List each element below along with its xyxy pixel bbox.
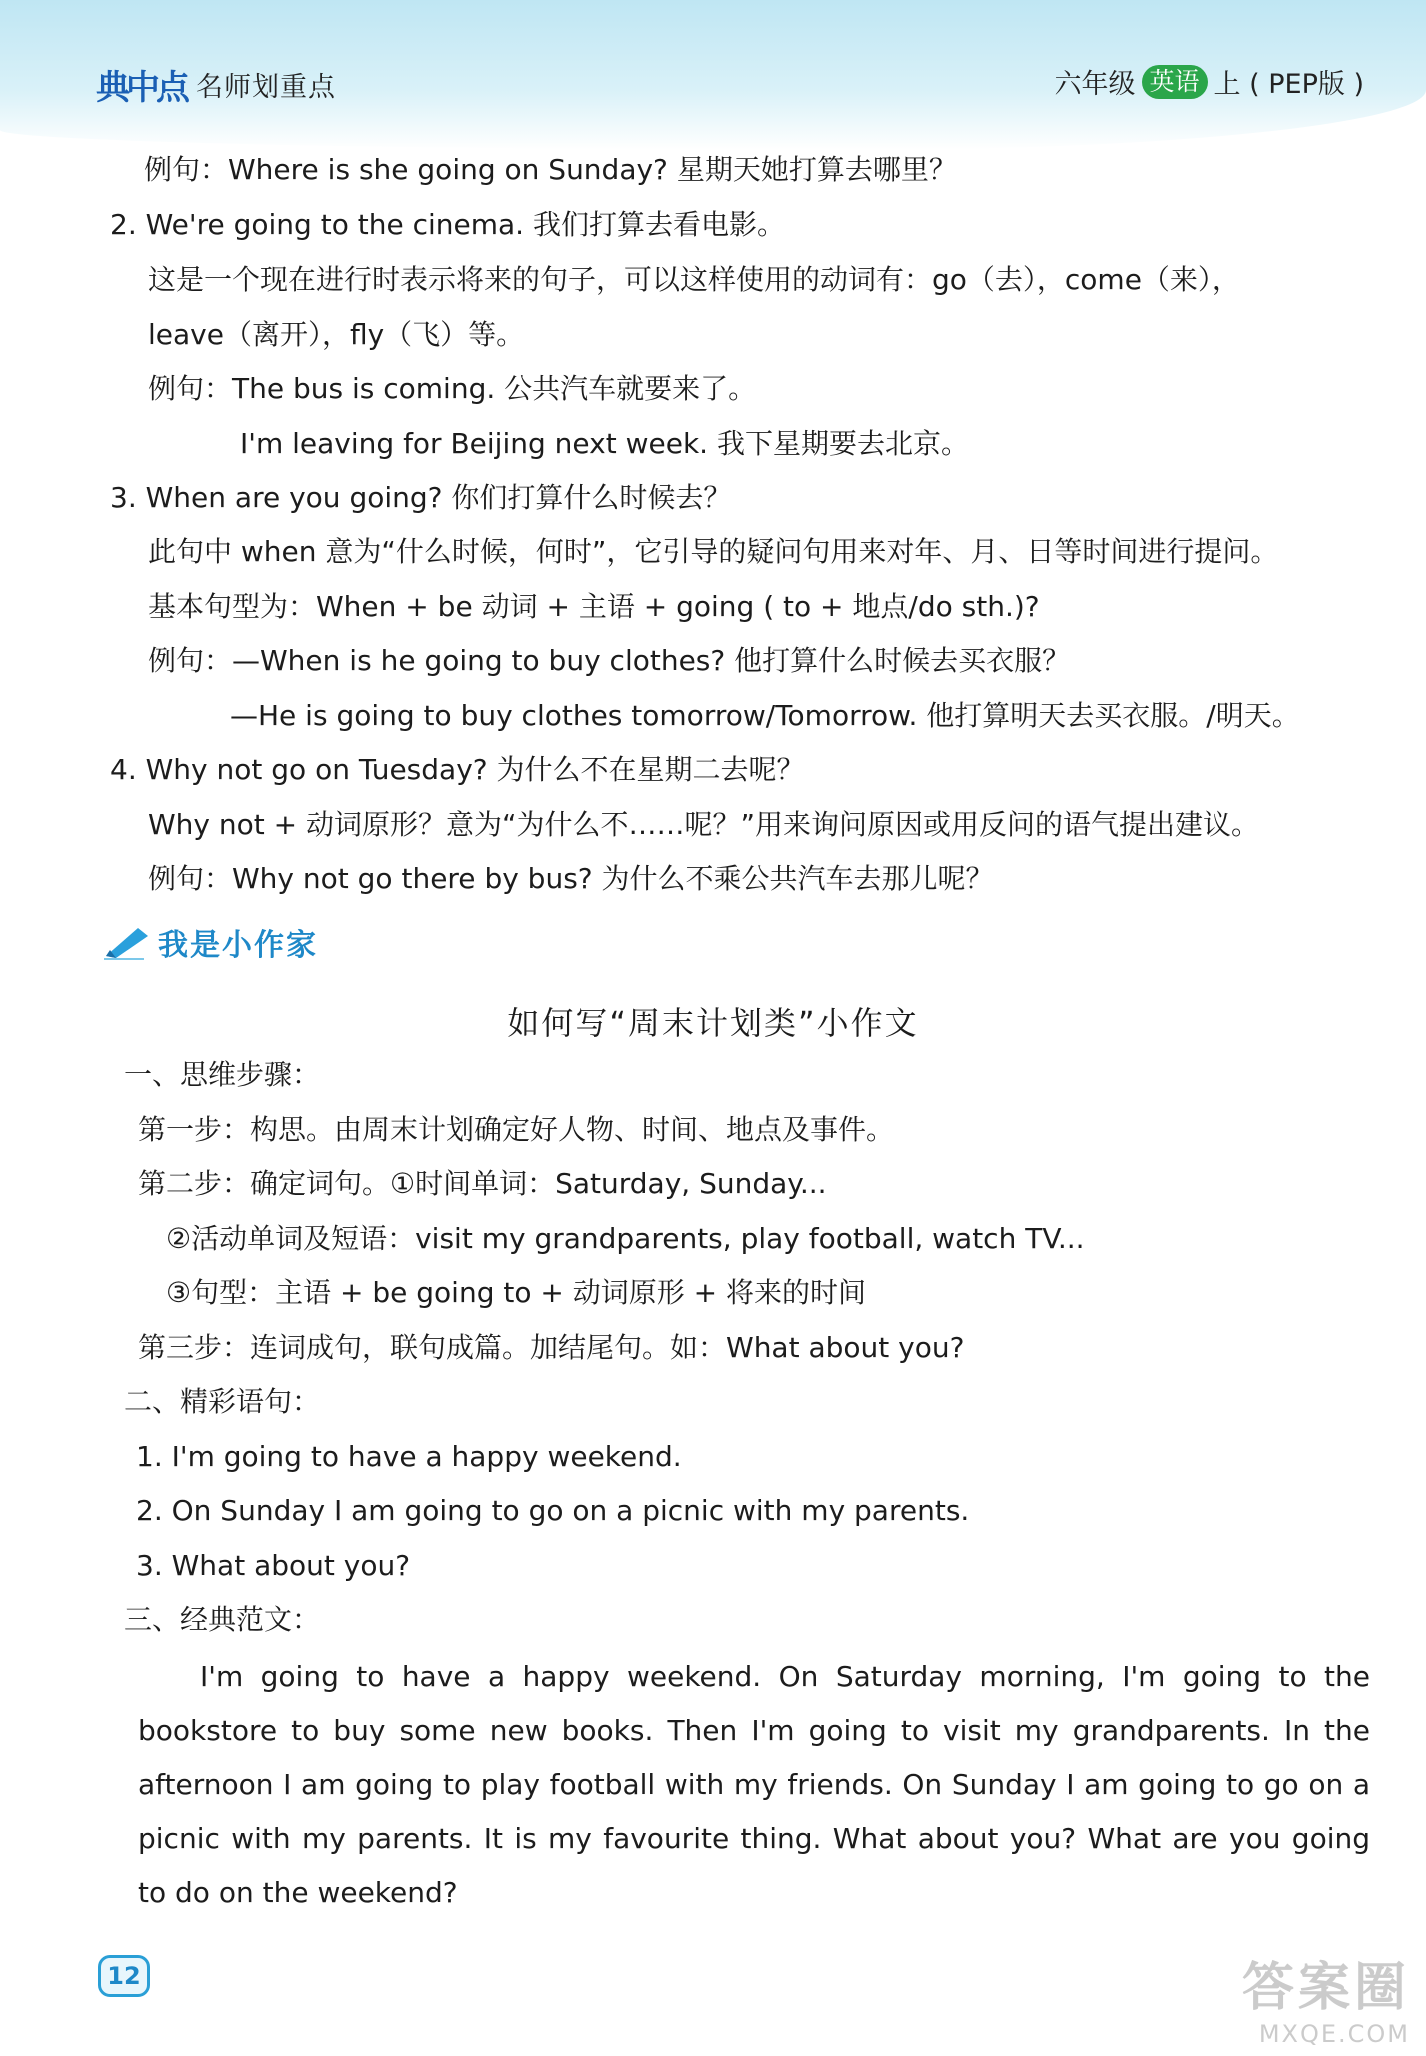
edition-text: 上 ( PEP版 )	[1213, 69, 1364, 100]
sentence-line: 1. I'm going to have a happy weekend.	[136, 1440, 682, 1473]
example-line: —He is going to buy clothes tomorrow/Tomorrow. 他打算明天去买衣服。/明天。	[230, 699, 1300, 732]
example-line: 例句：The bus is coming. 公共汽车就要来了。	[148, 372, 757, 405]
step-line: ③句型：主语 + be going to + 动词原形 + 将来的时间	[166, 1276, 867, 1309]
item-heading: 3. When are you going? 你们打算什么时候去？	[110, 481, 732, 514]
item-heading: 2. We're going to the cinema. 我们打算去看电影。	[110, 208, 785, 241]
subject-badge: 英语	[1142, 65, 1208, 99]
note-line: Why not + 动词原形？意为“为什么不……呢？”用来询问原因或用反问的语气提出建议。	[148, 808, 1260, 841]
note-line: leave（离开），fly（飞）等。	[148, 318, 525, 351]
brand-logo: 典中点	[96, 68, 186, 108]
page-number: 12	[98, 1955, 150, 1997]
brand-subtitle: 名师划重点	[196, 72, 336, 103]
watermark-url: MXQE.COM	[1258, 2020, 1410, 2048]
step-heading: 二、精彩语句：	[124, 1385, 321, 1418]
brand	[96, 60, 336, 109]
note-line: 此句中 when 意为“什么时候，何时”，它引导的疑问句用来对年、月、日等时间进行提问。	[148, 535, 1279, 568]
model-essay: I'm going to have a happy weekend. On Saturday morning, I'm going to the bookstore to buy some new books. Then I'm going to visit my grandparents. In the afternoon I am going to play football with my friends. On Sunday I am going to go on a picnic with my parents. It is my favourite thing. What about you? What are you going to do on the weekend?	[138, 1660, 1370, 1909]
note-line: 基本句型为：When + be 动词 + 主语 + going ( to + 地点/do sth.)?	[148, 590, 1040, 623]
note-line: 这是一个现在进行时表示将来的句子，可以这样使用的动词有：go（去），come（来），	[148, 263, 1240, 296]
pen-icon	[104, 924, 150, 960]
essay-title: 如何写“周末计划类”小作文	[507, 1004, 919, 1042]
watermark	[1242, 1945, 1410, 2048]
grade-text: 六年级	[1054, 69, 1136, 100]
section-label: 我是小作家	[158, 928, 318, 963]
page-header	[0, 0, 1426, 150]
step-line: ②活动单词及短语：visit my grandparents, play football, watch TV...	[166, 1222, 1085, 1255]
step-heading: 一、思维步骤：	[124, 1058, 321, 1091]
sentence-line: 2. On Sunday I am going to go on a picnic with my parents.	[136, 1494, 970, 1527]
example-line: 例句：Where is she going on Sunday? 星期天她打算去哪里？	[144, 153, 957, 186]
watermark-text: 答案圈	[1241, 1958, 1410, 2018]
step-line: 第一步：构思。由周末计划确定好人物、时间、地点及事件。	[138, 1113, 895, 1146]
item-heading: 4. Why not go on Tuesday? 为什么不在星期二去呢？	[110, 753, 805, 786]
step-heading: 三、经典范文：	[124, 1603, 321, 1636]
step-line: 第二步：确定词句。①时间单词：Saturday, Sunday...	[138, 1167, 827, 1200]
step-line: 第三步：连词成句，联句成篇。加结尾句。如：What about you?	[138, 1331, 965, 1364]
example-line: 例句：—When is he going to buy clothes? 他打算什么时候去买衣服？	[148, 644, 1071, 677]
sentence-line: 3. What about you?	[136, 1549, 411, 1582]
grade-label	[1055, 62, 1364, 101]
example-line: 例句：Why not go there by bus? 为什么不乘公共汽车去那儿呢？	[148, 862, 994, 895]
section-header	[104, 920, 318, 964]
example-line: I'm leaving for Beijing next week. 我下星期要去北京。	[240, 427, 969, 460]
